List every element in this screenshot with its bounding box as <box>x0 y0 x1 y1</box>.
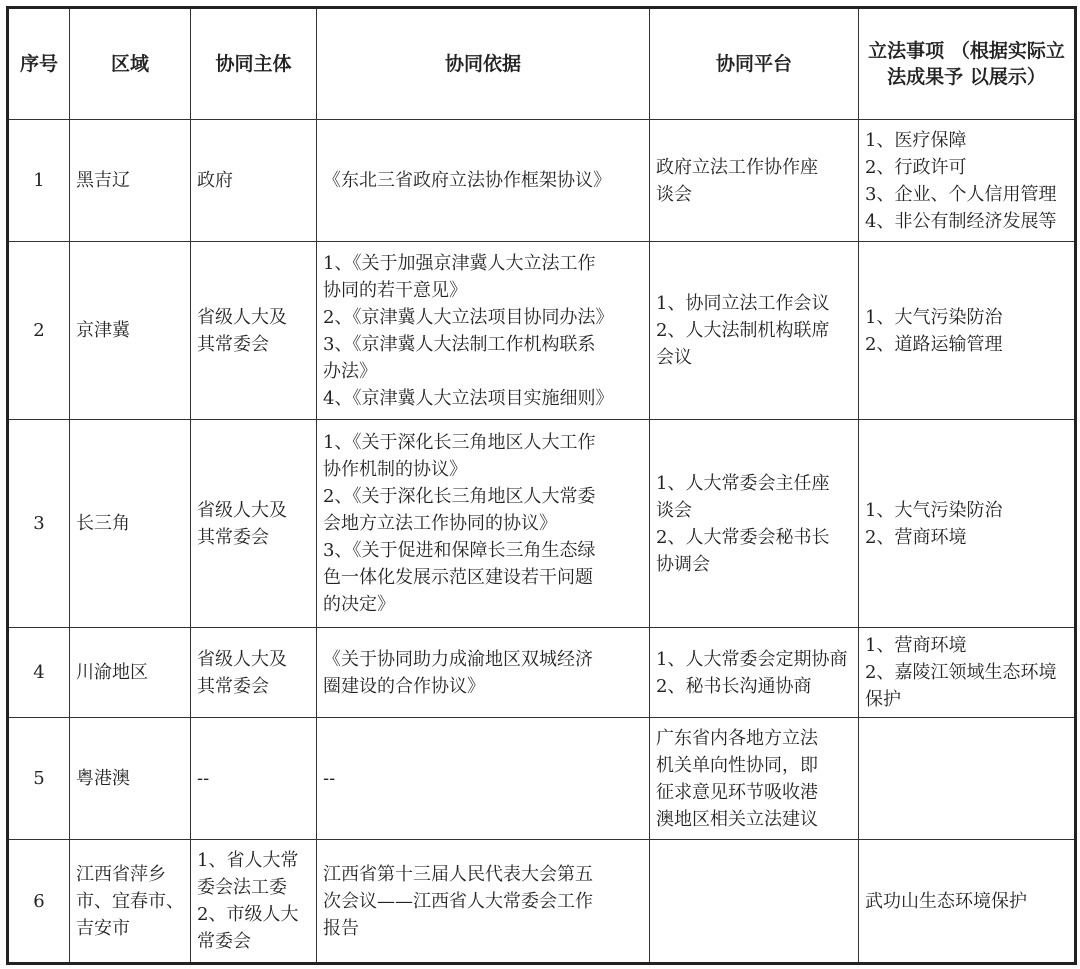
table-row <box>8 628 1076 718</box>
region-line: 黑吉辽 <box>76 170 130 191</box>
basis-line: 1、《关于加强京津冀人大立法工作 <box>323 252 596 274</box>
header-legislation-line: 以展示） <box>969 66 1046 88</box>
basis-line: 协作机制的协议》 <box>323 459 467 480</box>
header-region: 区域 <box>70 8 191 120</box>
legislation-line: 1、医疗保障 <box>865 129 967 151</box>
platform-line: 广东省内各地方立法 <box>656 727 818 749</box>
basis-line: 3、《关于促进和保障长三角生态绿 <box>323 540 596 561</box>
legislation-line: 2、营商环境 <box>865 526 967 548</box>
region-line: 粤港澳 <box>76 768 130 789</box>
platform-line: 征求意见环节吸收港 <box>656 781 818 803</box>
platform-line: 1、人大常委会主任座 <box>656 472 830 494</box>
header-seq: 序号 <box>8 8 70 120</box>
region-line: 京津冀 <box>76 320 130 341</box>
basis-line: 会地方立法工作协同的协议》 <box>323 513 557 534</box>
basis-line: 次会议——江西省人大常委会工作 <box>323 890 593 912</box>
basis-line: 江西省第十三届人民代表大会第五 <box>323 863 593 885</box>
region-line: 市、宜春市、 <box>76 890 184 912</box>
legislation-line: 3、企业、个人信用管理 <box>865 183 1057 205</box>
cell-platform <box>650 840 859 964</box>
subject-line: 省级人大及 <box>197 648 287 670</box>
cell-subject <box>191 242 317 420</box>
legislation-line: 1、大气污染防治 <box>865 499 1003 521</box>
cell-subject <box>191 718 317 840</box>
basis-line: -- <box>323 768 336 789</box>
cell-subject <box>191 628 317 718</box>
basis-line: 《关于协同助力成渝地区双城经济 <box>323 648 593 670</box>
cell-platform <box>650 242 859 420</box>
cell-legislation <box>859 718 1076 840</box>
table-row <box>8 120 1076 242</box>
legislation-line: 2、道路运输管理 <box>865 333 1003 355</box>
cell-region <box>70 628 191 718</box>
table-row <box>8 420 1076 628</box>
basis-line: 的决定》 <box>323 594 395 615</box>
cell-region <box>70 718 191 840</box>
header-subject: 协同主体 <box>191 8 317 120</box>
cell-basis <box>317 420 650 628</box>
cell-platform <box>650 120 859 242</box>
cell-seq: 6 <box>8 840 70 964</box>
subject-line: 省级人大及 <box>197 306 287 328</box>
subject-line: -- <box>197 768 210 789</box>
basis-line: 色一体化发展示范区建设若干问题 <box>323 567 593 588</box>
subject-line: 其常委会 <box>197 333 269 355</box>
cell-seq: 5 <box>8 718 70 840</box>
region-line: 长三角 <box>76 513 130 534</box>
platform-line: 机关单向性协同，即 <box>656 754 818 776</box>
legislation-line: 1、大气污染防治 <box>865 306 1003 328</box>
cell-subject <box>191 420 317 628</box>
basis-line: 《东北三省政府立法协作框架协议》 <box>323 170 611 191</box>
subject-line: 2、市级人大 <box>197 904 299 925</box>
region-line: 江西省萍乡 <box>76 863 166 885</box>
subject-line: 政府 <box>197 170 233 191</box>
platform-line: 会议 <box>656 347 692 368</box>
platform-line: 澳地区相关立法建议 <box>656 808 818 830</box>
cell-region <box>70 840 191 964</box>
subject-line: 省级人大及 <box>197 499 287 521</box>
platform-line: 1、协同立法工作会议 <box>656 293 830 314</box>
cell-seq: 1 <box>8 120 70 242</box>
table-row <box>8 840 1076 964</box>
cell-subject <box>191 120 317 242</box>
basis-line: 4、《京津冀人大立法项目实施细则》 <box>323 387 614 409</box>
cell-basis <box>317 718 650 840</box>
legislation-line: 武功山生态环境保护 <box>865 890 1027 912</box>
platform-line: 2、秘书长沟通协商 <box>656 675 812 697</box>
cell-basis <box>317 840 650 964</box>
legislation-line: 4、非公有制经济发展等 <box>865 210 1057 232</box>
header-legislation-line: 立法事项 <box>868 40 945 62</box>
subject-line: 其常委会 <box>197 526 269 548</box>
basis-line: 1、《关于深化长三角地区人大工作 <box>323 432 596 453</box>
table-container <box>6 6 1074 963</box>
cell-platform <box>650 420 859 628</box>
region-line: 吉安市 <box>76 917 130 939</box>
cell-seq: 4 <box>8 628 70 718</box>
region-line: 川渝地区 <box>76 662 148 683</box>
cell-platform <box>650 718 859 840</box>
platform-line: 2、人大法制机构联席 <box>656 320 830 341</box>
legislation-line: 2、嘉陵江领域生态环境 <box>865 662 1057 683</box>
legislation-line: 保护 <box>865 689 901 710</box>
platform-line: 政府立法工作协作座 <box>656 156 818 178</box>
subject-line: 1、省人大常 <box>197 850 299 871</box>
header-basis: 协同依据 <box>317 8 650 120</box>
basis-line: 3、《京津冀人大法制工作机构联系 <box>323 333 596 355</box>
basis-line: 办法》 <box>323 360 377 382</box>
basis-line: 2、《京津冀人大立法项目协同办法》 <box>323 306 614 328</box>
platform-line: 谈会 <box>656 183 692 205</box>
basis-line: 报告 <box>323 917 359 939</box>
platform-line: 2、人大常委会秘书长 <box>656 526 830 548</box>
cell-legislation <box>859 420 1076 628</box>
header-row <box>8 8 1076 120</box>
basis-line: 圈建设的合作协议》 <box>323 675 485 697</box>
basis-line: 2、《关于深化长三角地区人大常委 <box>323 486 596 507</box>
cell-seq: 3 <box>8 420 70 628</box>
subject-line: 常委会 <box>197 931 251 952</box>
cell-basis <box>317 628 650 718</box>
legislation-coordination-table <box>6 6 1077 965</box>
table-row <box>8 242 1076 420</box>
cell-platform <box>650 628 859 718</box>
platform-line: 谈会 <box>656 499 692 521</box>
header-legislation <box>859 8 1076 120</box>
cell-seq: 2 <box>8 242 70 420</box>
legislation-line: 1、营商环境 <box>865 635 967 656</box>
platform-line: 1、人大常委会定期协商 <box>656 648 848 670</box>
cell-subject <box>191 840 317 964</box>
table-row <box>8 718 1076 840</box>
legislation-line: 2、行政许可 <box>865 156 967 178</box>
cell-basis <box>317 242 650 420</box>
basis-line: 协同的若干意见》 <box>323 279 467 301</box>
cell-region <box>70 242 191 420</box>
cell-region <box>70 120 191 242</box>
cell-legislation <box>859 242 1076 420</box>
cell-legislation <box>859 840 1076 964</box>
platform-line: 协调会 <box>656 553 710 575</box>
cell-basis <box>317 120 650 242</box>
header-platform: 协同平台 <box>650 8 859 120</box>
subject-line: 其常委会 <box>197 675 269 697</box>
header-legislation-line: （根据实际立法成果予 <box>887 40 1065 88</box>
cell-legislation <box>859 628 1076 718</box>
cell-region <box>70 420 191 628</box>
cell-legislation <box>859 120 1076 242</box>
subject-line: 委会法工委 <box>197 877 287 898</box>
